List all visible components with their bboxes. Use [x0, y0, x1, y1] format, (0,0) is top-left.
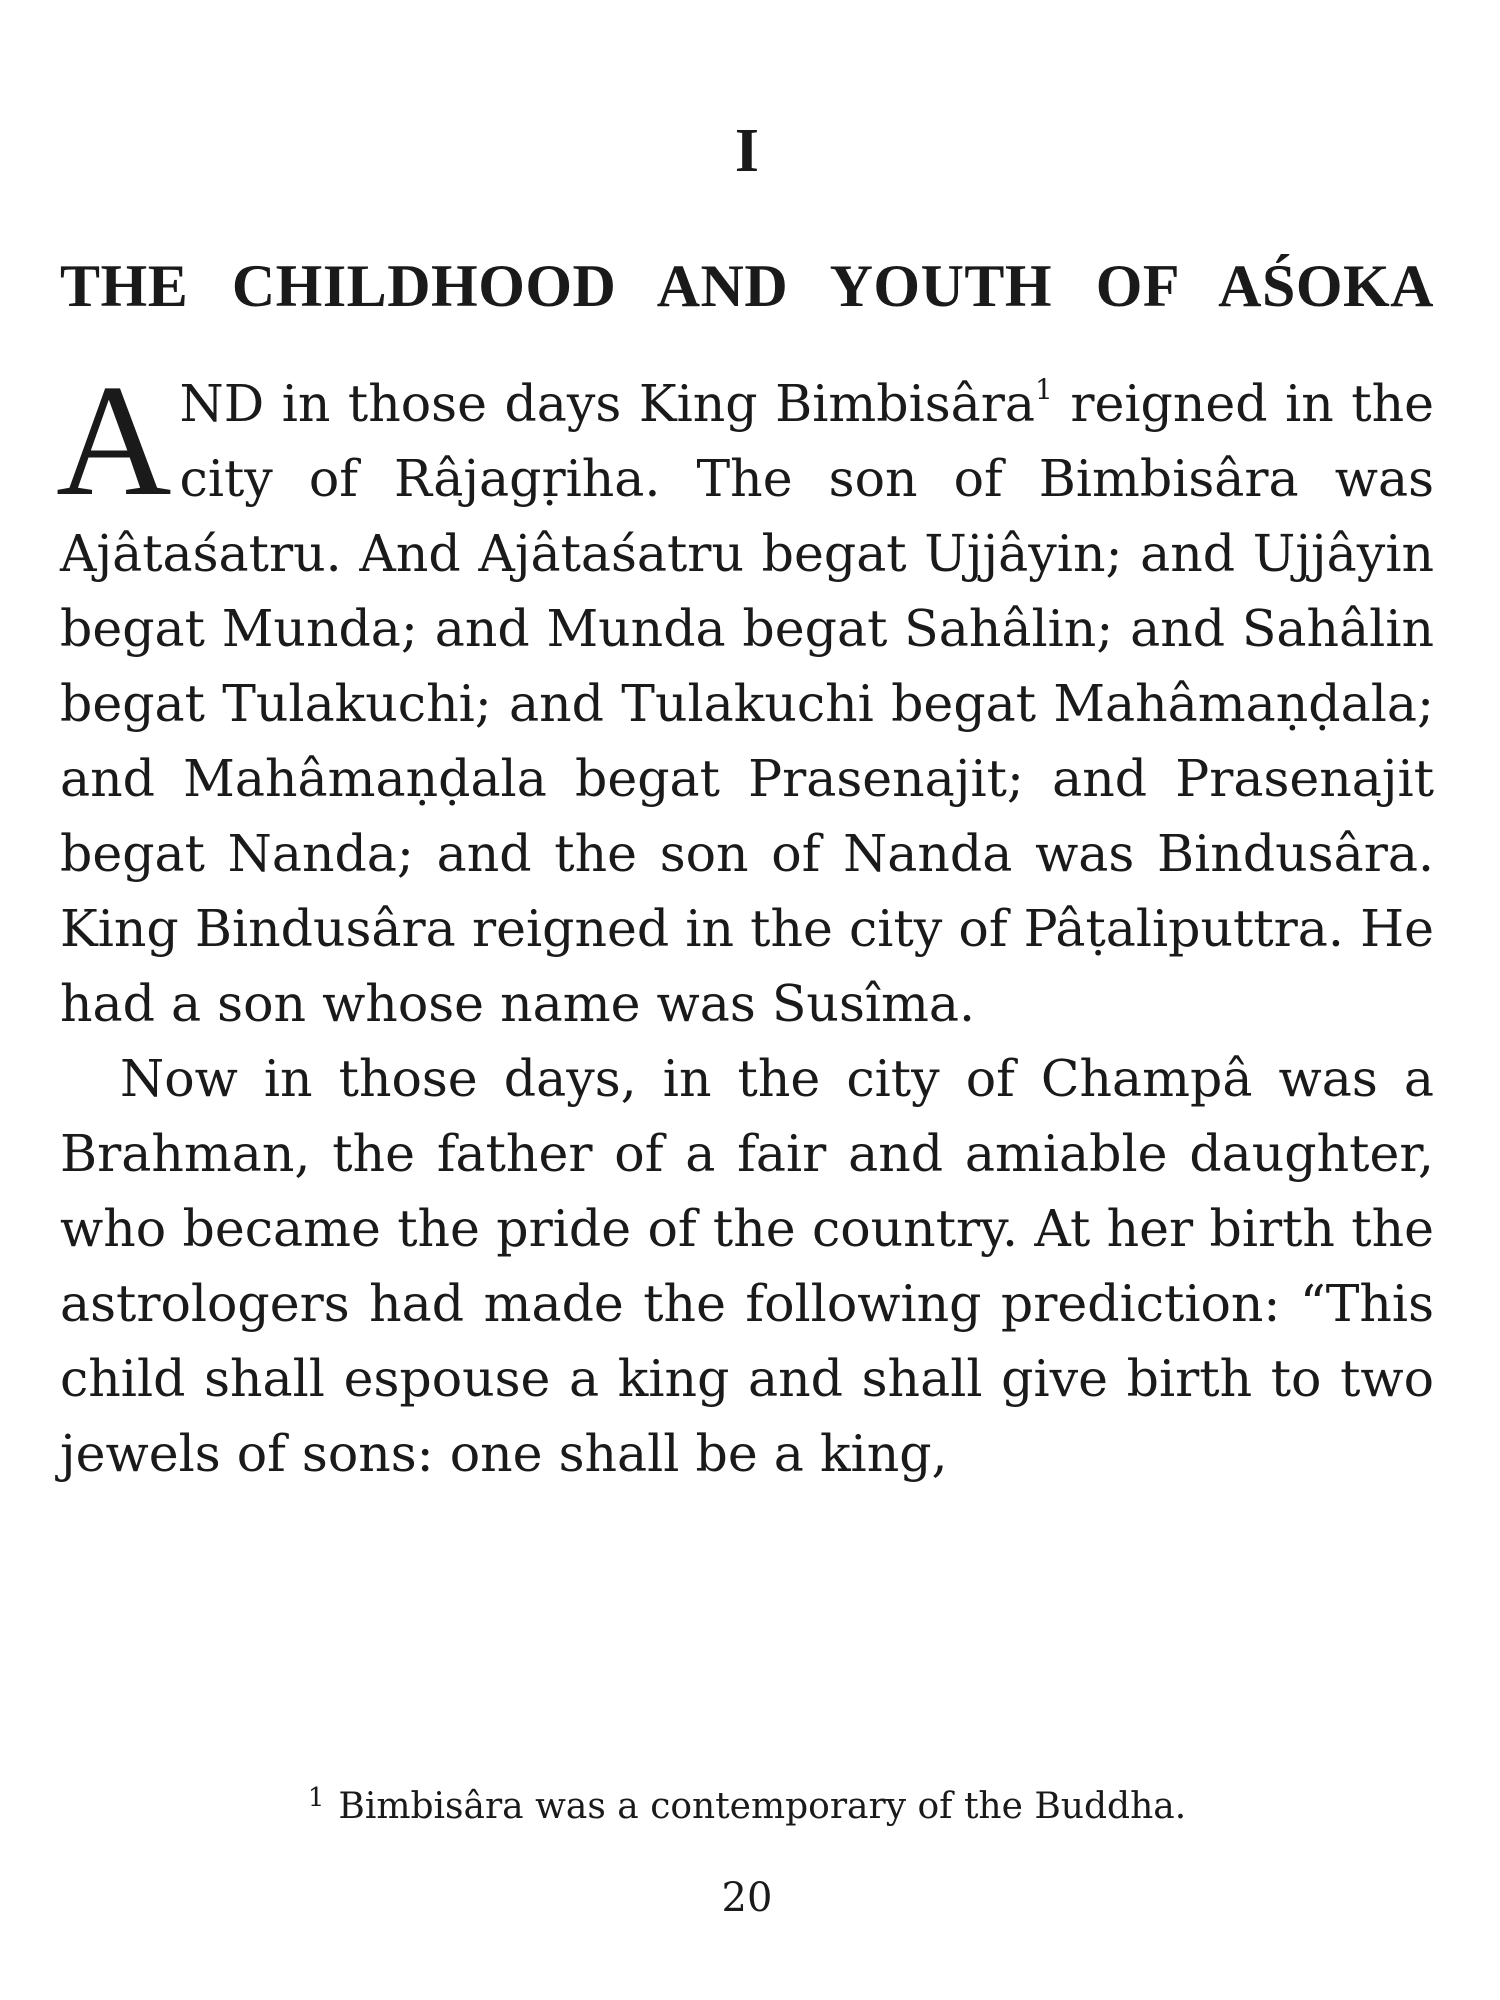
- paragraph-1: [56, 351, 1434, 1041]
- page-number: 20: [721, 1875, 773, 1921]
- chapter-body: [56, 351, 1434, 1491]
- footnote-mark: 1: [307, 1783, 325, 1813]
- paragraph-2: Now in those days, in the city of Champâ was a Brahman, the father of a fair and amiable daughter, who became the pride of the country. At her birth the astrologers had made the following prediction: “This child shall espouse a king and shall give birth to two jewels of sons: one shall be a king,: [60, 1049, 1434, 1483]
- chapter-title: THE CHILDHOOD AND YOUTH OF AŚOKA: [60, 253, 1434, 319]
- book-page: [56, 117, 1434, 1921]
- paragraph-1-lead: ND in those days King Bimbisâra: [179, 374, 1035, 433]
- drop-cap: A: [56, 351, 172, 529]
- paragraph-1-text: reigned in the city of Râjagṛiha. The son of Bimbisâra was Ajâtaśatru. And Ajâtaśatru begat Ujjâyin; and Ujjâyin begat Munda; and Munda begat Sahâlin; and Sahâlin begat Tulakuchi; and Tulakuchi begat Mahâmaṇḍala; and Mahâmaṇḍala begat Prasenajit; and Prasenajit begat Nanda; and the son of Nanda was Bindusâra. King Bindusâra reigned in the city of Pâṭaliputtra. He had a son whose name was Susîma.: [60, 374, 1434, 1033]
- chapter-number: I: [734, 117, 760, 185]
- footnote-reference: 1: [1035, 373, 1053, 406]
- footnote-text: Bimbisâra was a contemporary of the Buddha.: [338, 1786, 1187, 1827]
- footnote: [60, 1785, 1434, 1825]
